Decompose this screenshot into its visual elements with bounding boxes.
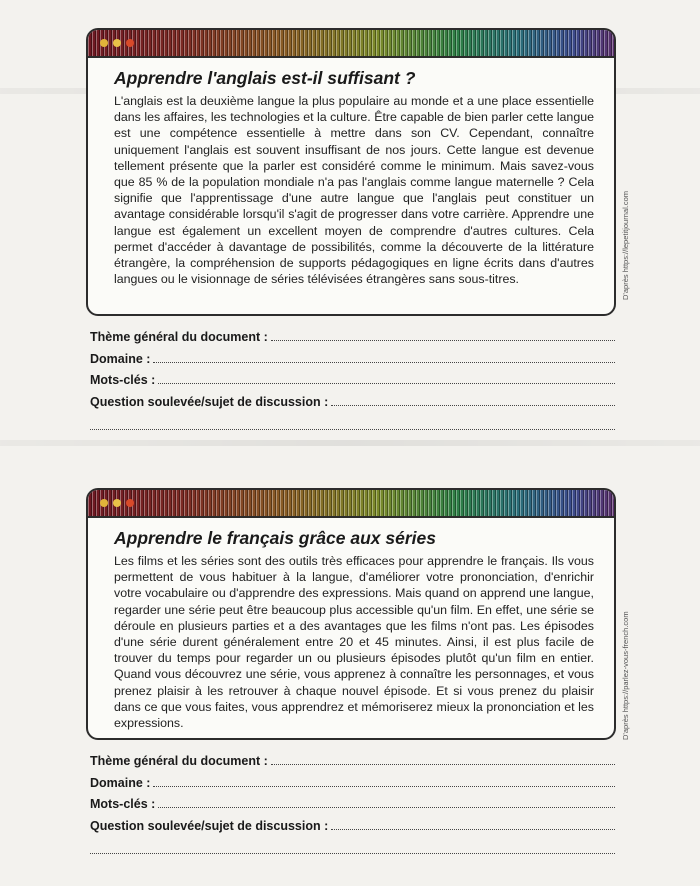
answer-line[interactable] [331,396,615,406]
answer-line[interactable] [271,755,615,765]
answer-line[interactable] [90,832,615,854]
dot-icon [113,39,121,47]
form-row-mots-cles[interactable] [90,797,615,819]
card-header-bar [88,490,614,518]
form-label: Mots-clés : [90,797,156,811]
form-row-theme[interactable] [90,330,615,352]
answer-line[interactable] [153,353,615,363]
source-credit: D'après https://parlez-vous-french.com [621,611,630,740]
answer-line[interactable] [158,798,615,808]
form-label: Mots-clés : [90,373,156,387]
form-label: Question soulevée/sujet de discussion : [90,394,329,409]
dot-icon [113,499,121,507]
article-card-french [86,488,616,740]
article-body: Les films et les séries sont des outils très efficaces pour apprendre le français. Ils vous permettent de vous habituer à la langue, d'améliorer votre prononciation, d'enrichir votre vocabulaire ou d'apprendre des expressions. Mais quand on apprend une langue, regarder une série peut être beaucoup plus accessible qu'un film. En effet, une série se déroule en plusieurs parties et a des avantages que les films n'ont pas. Les épisodes d'une série durent généralement entre 20 et 45 minutes. Ainsi, il est plus facile de trouver du temps pour regarder un ou plusieurs épisodes plutôt qu'un film en entier. Quand vous découvrez une série, vous apprenez à connaître les personnages, et vous prenez plaisir à les retrouver à chaque nouvel épisode. Et si vous prenez du plaisir dans ce que vous faites, vous apprendrez et mémoriserez mieux la prononciation et les expressions. [114,554,594,731]
form-row-theme[interactable] [90,754,615,776]
article-body: L'anglais est la deuxième langue la plus populaire au monde et a une place essentielle dans les affaires, les technologies et la culture. Être capable de bien parler cette langue est une compétence essentielle à mettre dans son CV. Cependant, connaître uniquement l'anglais est souvent insuffisant de nos jours. Cette langue est devenue tellement présente que la parler est considéré comme le minimum. Mais savez-vous que 85 % de la population mondiale n'a pas l'anglais comme langue maternelle ? Cela signifie que l'apprentissage d'une autre langue que l'anglais peut constituer un avantage considérable lorsqu'il s'agit de progresser dans votre carrière. Apprendre une langue est également un excellent moyen de comprendre d'autres cultures. Cela permet d'accéder à davantage de possibilités, comme la découverte de la littérature étrangère, la compréhension de supports pédagogiques en ligne écrits dans d'autres langues ou le visionnage de séries télévisées étrangères sans sous-titres. [114,94,594,287]
form-row-mots-cles[interactable] [90,373,615,395]
window-dots [100,39,134,47]
article-title: Apprendre l'anglais est-il suffisant ? [114,68,416,88]
article-card-english [86,28,616,316]
form-label: Domaine : [90,351,151,366]
form-row-domaine[interactable] [90,776,615,798]
form-label: Question soulevée/sujet de discussion : [90,818,329,833]
dot-icon [126,499,134,507]
form-label: Domaine : [90,775,151,790]
dot-icon [126,39,134,47]
background-line [0,440,700,446]
dot-icon [100,499,108,507]
question-form [90,754,615,854]
answer-line[interactable] [158,374,615,384]
answer-line[interactable] [90,408,615,430]
window-dots [100,499,134,507]
answer-line[interactable] [271,331,615,341]
form-row-domaine[interactable] [90,352,615,374]
answer-line[interactable] [331,820,615,830]
dot-icon [100,39,108,47]
source-credit: D'après https://lepetitjournal.com [621,191,630,300]
form-label: Thème général du document : [90,754,268,768]
question-form [90,330,615,430]
form-label: Thème général du document : [90,330,268,344]
card-header-bar [88,30,614,58]
article-title: Apprendre le français grâce aux séries [114,528,436,548]
answer-line[interactable] [153,777,615,787]
